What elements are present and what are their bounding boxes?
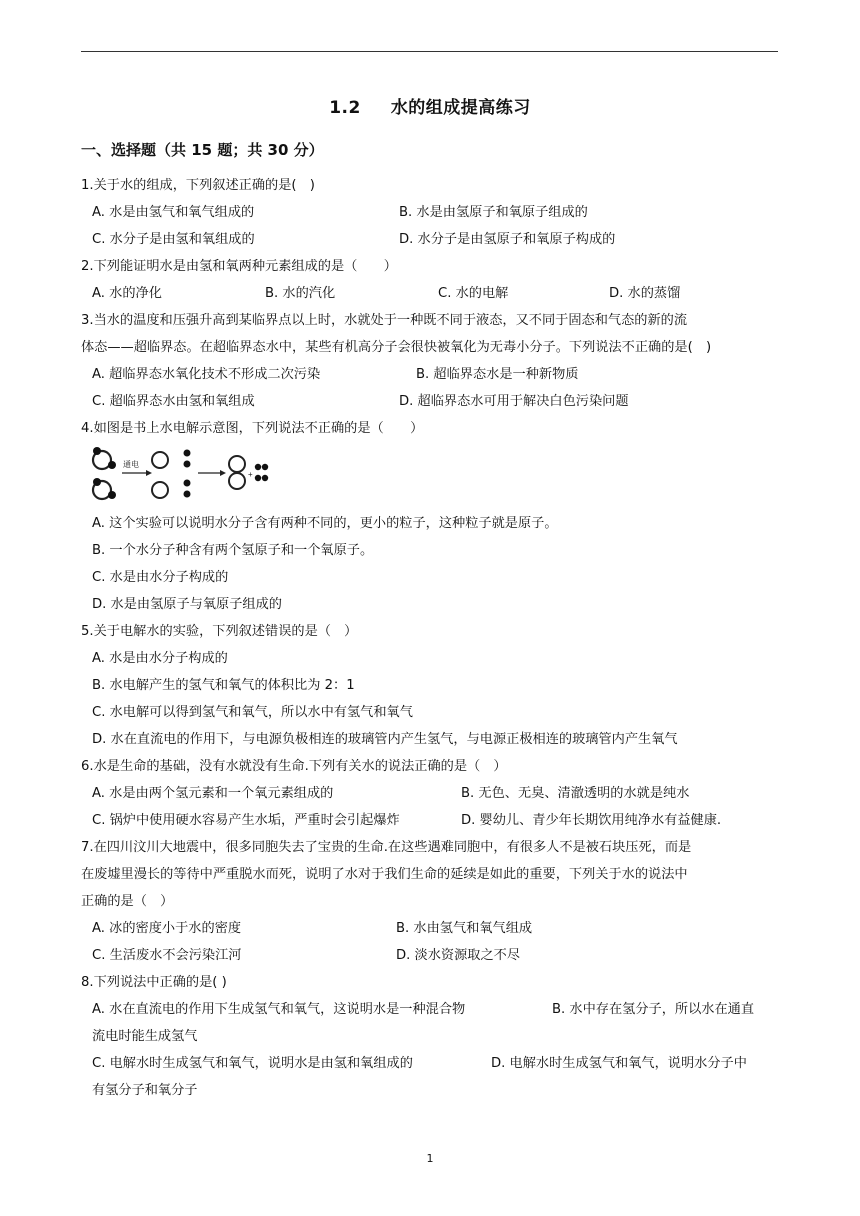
q1-option-b: B. 水是由氢原子和氧原子组成的 <box>399 205 588 220</box>
q7-option-a: A. 冰的密度小于水的密度 <box>92 921 242 936</box>
q8-option-d-line1: D. 电解水时生成氢气和氧气，说明水分子中 <box>491 1056 747 1071</box>
q4-option-b: B. 一个水分子种含有两个氢原子和一个氧原子。 <box>92 543 374 558</box>
question-7-stem-line3: 正确的是（ ） <box>81 894 174 909</box>
q1-option-a: A. 水是由氢气和氧气组成的 <box>92 205 255 220</box>
q3-option-c: C. 超临界态水由氢和氧组成 <box>92 394 255 409</box>
question-2-stem: 2.下列能证明水是由氢和氧两种元素组成的是（ ） <box>81 259 397 274</box>
q6-option-b: B. 无色、无臭、清澈透明的水就是纯水 <box>461 786 690 801</box>
q4-option-a: A. 这个实验可以说明水分子含有两种不同的，更小的粒子，这种粒子就是原子。 <box>92 516 558 531</box>
title-number: 1.2 <box>329 98 361 118</box>
title-text: 水的组成提高练习 <box>390 98 531 118</box>
q8-option-b-line1: B. 水中存在氢分子，所以水在通直 <box>552 1002 755 1017</box>
q2-option-c: C. 水的电解 <box>438 286 509 301</box>
q7-option-c: C. 生活废水不会污染江河 <box>92 948 242 963</box>
q6-option-a: A. 水是由两个氢元素和一个氧元素组成的 <box>92 786 334 801</box>
electrolysis-diagram <box>90 445 270 507</box>
q5-option-d: D. 水在直流电的作用下，与电源负极相连的玻璃管内产生氢气，与电源正极相连的玻璃管内产生氧气 <box>92 732 678 747</box>
question-4-stem: 4.如图是书上水电解示意图，下列说法不正确的是（ ） <box>81 421 424 436</box>
q4-option-d: D. 水是由氢原子与氧原子组成的 <box>92 597 282 612</box>
page-title <box>0 93 860 118</box>
question-3-stem-line2: 体态——超临界态。在超临界态水中，某些有机高分子会很快被氧化为无毒小分子。下列说法不正确的是( ) <box>81 340 712 355</box>
q2-option-b: B. 水的汽化 <box>265 286 336 301</box>
q3-option-b: B. 超临界态水是一种新物质 <box>416 367 579 382</box>
q4-option-c: C. 水是由水分子构成的 <box>92 570 229 585</box>
question-3-stem-line1: 3.当水的温度和压强升高到某临界点以上时，水就处于一种既不同于液态，又不同于固态和气态的新的流 <box>81 313 688 328</box>
q3-option-a: A. 超临界态水氧化技术不形成二次污染 <box>92 367 321 382</box>
q8-option-c: C. 电解水时生成氢气和氧气，说明水是由氢和氧组成的 <box>92 1056 413 1071</box>
q8-option-b-line2: 流电时能生成氢气 <box>92 1029 198 1044</box>
diagram-label: 通电 <box>123 460 139 469</box>
question-5-stem: 5.关于电解水的实验，下列叙述错误的是（ ） <box>81 624 358 639</box>
q8-option-a: A. 水在直流电的作用下生成氢气和氧气，这说明水是一种混合物 <box>92 1002 466 1017</box>
q3-option-d: D. 超临界态水可用于解决白色污染问题 <box>399 394 629 409</box>
question-1-stem: 1.关于水的组成，下列叙述正确的是( ) <box>81 178 315 193</box>
q2-option-a: A. 水的净化 <box>92 286 162 301</box>
section-heading: 一、选择题（共 15 题；共 30 分） <box>81 141 324 159</box>
q5-option-b: B. 水电解产生的氢气和氧气的体积比为 2：1 <box>92 678 355 693</box>
q5-option-a: A. 水是由水分子构成的 <box>92 651 228 666</box>
svg-text:+: + <box>248 470 253 479</box>
q1-option-c: C. 水分子是由氢和氧组成的 <box>92 232 255 247</box>
question-8-stem: 8.下列说法中正确的是( ) <box>81 975 227 990</box>
q7-option-b: B. 水由氢气和氧气组成 <box>396 921 533 936</box>
header-rule <box>81 51 778 52</box>
q6-option-c: C. 锅炉中使用硬水容易产生水垢，严重时会引起爆炸 <box>92 813 400 828</box>
q7-option-d: D. 淡水资源取之不尽 <box>396 948 521 963</box>
q5-option-c: C. 水电解可以得到氢气和氧气，所以水中有氢气和氧气 <box>92 705 413 720</box>
q8-option-d-line2: 有氢分子和氧分子 <box>92 1083 198 1098</box>
q6-option-d: D. 婴幼儿、青少年长期饮用纯净水有益健康. <box>461 813 722 828</box>
question-7-stem-line2: 在废墟里漫长的等待中严重脱水而死，说明了水对于我们生命的延续是如此的重要，下列关于水的说法中 <box>81 867 688 882</box>
page-number: 1 <box>426 1152 434 1165</box>
q1-option-d: D. 水分子是由氢原子和氧原子构成的 <box>399 232 616 247</box>
question-6-stem: 6.水是生命的基础，没有水就没有生命.下列有关水的说法正确的是（ ） <box>81 759 507 774</box>
q2-option-d: D. 水的蒸馏 <box>609 286 681 301</box>
question-7-stem-line1: 7.在四川汶川大地震中，很多同胞失去了宝贵的生命.在这些遇难同胞中，有很多人不是被石块压死，而是 <box>81 840 692 855</box>
